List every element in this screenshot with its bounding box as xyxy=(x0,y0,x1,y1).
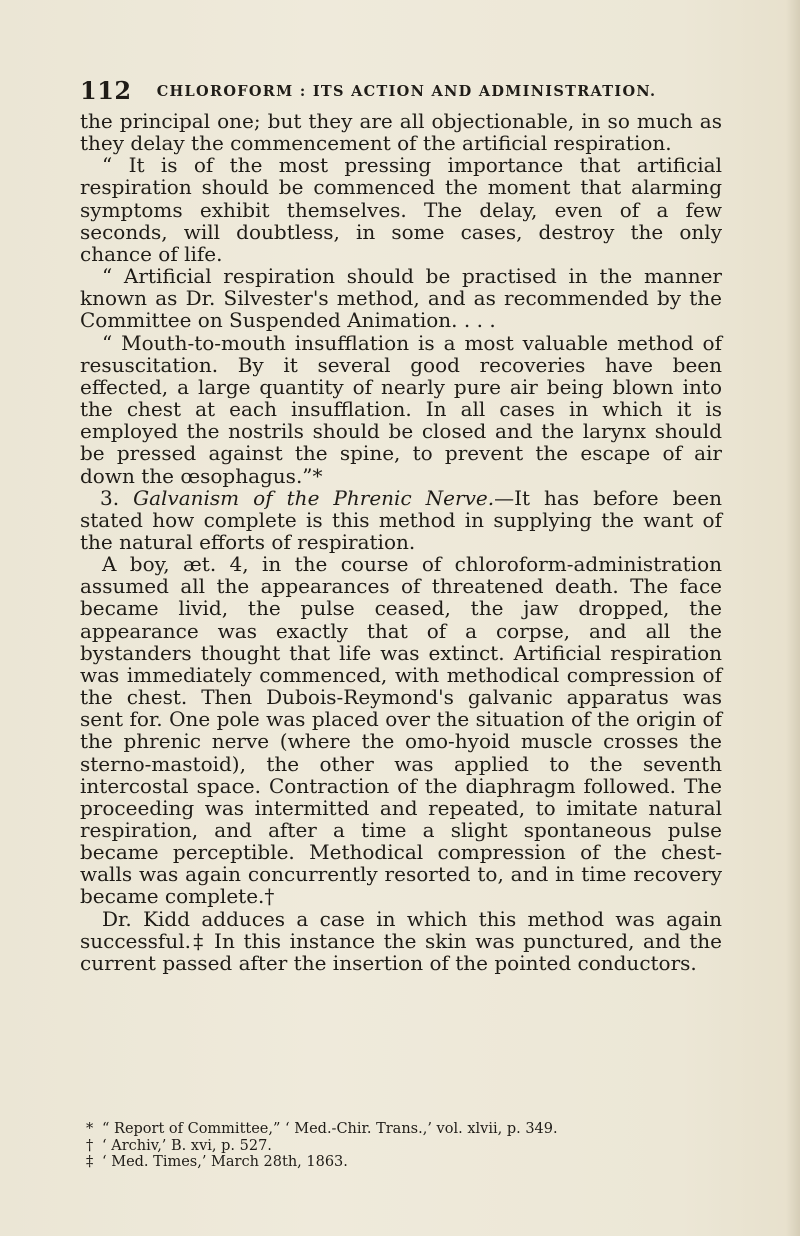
footnote-text: “ Report of Committee,” ‘ Med.-Chir. Trans.,’ vol. xlvii, p. 349. xyxy=(102,1121,558,1137)
paragraph-2: “ It is of the most pressing importance that artificial respiration should be commenced the moment that alarming symptoms exhibit themselves. The delay, even of a few seconds, will doubtless, in some cases, destroy the only chance of life. xyxy=(80,153,722,266)
running-title: CHLOROFORM : ITS ACTION AND ADMINISTRATION. xyxy=(156,83,657,100)
paragraph-5 xyxy=(80,487,722,553)
paragraph-7: Dr. Kidd adduces a case in which this method was again successful.‡ In this instance the skin was punctured, and the current passed after the insertion of the pointed conductors. xyxy=(80,906,722,975)
paragraph-1: the principal one; but they are all objectionable, in so much as they delay the commencement of the artificial respiration. xyxy=(80,109,722,156)
paragraph-4: “ Mouth-to-mouth insufflation is a most valuable method of resuscitation. By it several good recoveries have been effected, a large quantity of nearly pure air being blown into the chest at each insufflation. In all cases in which it is employed the nostrils should be closed and the larynx should be pressed against the spine, to prevent the escape of air down the œsophagus.”* xyxy=(80,330,722,488)
footnote-mark: † xyxy=(86,1137,94,1154)
page-number: 112 xyxy=(80,76,132,105)
footnote-mark: ‡ xyxy=(86,1154,94,1170)
body-text xyxy=(80,110,722,974)
footnote-mark: * xyxy=(86,1121,94,1137)
footnotes xyxy=(80,1121,720,1171)
page-header xyxy=(80,76,720,104)
footnote-text: ‘ Med. Times,’ March 28th, 1863. xyxy=(102,1154,348,1170)
page-edge-shadow xyxy=(786,0,800,1236)
section-heading: Galvanism of the Phrenic Nerve. xyxy=(133,485,495,510)
paragraph-3: “ Artificial respiration should be practised in the manner known as Dr. Silvester's method, and as recommended by the Committee on Suspended Animation. . . . xyxy=(80,264,722,333)
footnote xyxy=(80,1121,720,1138)
section-text: —It has before been stated how complete is this method in supplying the want of the natural efforts of respiration. xyxy=(80,485,722,554)
paragraph-6: A boy, æt. 4, in the course of chloroform-administration assumed all the appearances of threatened death. The face became livid, the pulse ceased, the jaw dropped, the appearance was exactly that of a corpse, and all the bystanders thought that life was extinct. Artificial respiration was immediately commenced, with methodical compression of the chest. Then Dubois-Reymond's galvanic apparatus was sent for. One pole was placed over the situation of the origin of the phrenic nerve (where the omo-hyoid muscle crosses the sterno-mastoid), the other was applied to the seventh intercostal space. Contraction of the diaphragm followed. The proceeding was intermitted and repeated, to imitate natural respiration, and after a time a slight spontaneous pulse became perceptible. Methodical compression of the chest-walls was again concurrently resorted to, and in time recovery became complete.† xyxy=(80,552,722,909)
footnote xyxy=(80,1154,720,1171)
footnote-text: ‘ Archiv,’ B. xvi, p. 527. xyxy=(102,1137,272,1154)
footnote xyxy=(80,1138,720,1155)
section-number: 3. xyxy=(100,485,120,510)
